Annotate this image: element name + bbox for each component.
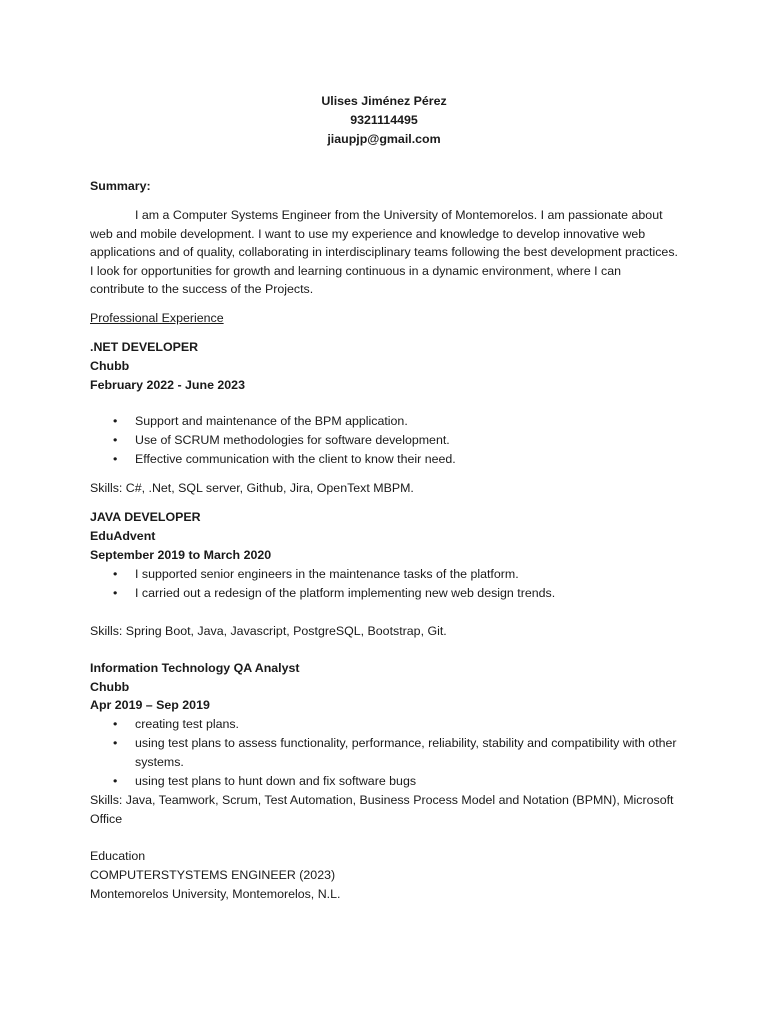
- job-entry-net-developer: [90, 338, 678, 498]
- professional-experience-title: Professional Experience: [90, 310, 224, 325]
- job-bullet: • I carried out a redesign of the platform implementing new web design trends.: [90, 584, 678, 603]
- job-bullet-list: [90, 412, 678, 469]
- candidate-name: Ulises Jiménez Pérez: [321, 94, 447, 108]
- education-label: Education: [90, 849, 146, 864]
- job-bullet: • using test plans to hunt down and fix software bugs: [90, 772, 678, 791]
- job-bullet: • Effective communication with the client to know their need.: [90, 450, 678, 469]
- education-school: Montemorelos University, Montemorelos, N.L.: [90, 887, 341, 902]
- job-dates: September 2019 to March 2020: [90, 547, 272, 562]
- summary-text: I am a Computer Systems Engineer from the University of Montemorelos. I am passionate about web and mobile development. I want to use my experience and knowledge to develop innovative web applications and of quality, collaborating in interdisciplinary teams following the best development practices. I look for opportunities for growth and learning continuous in a dynamic environment, where I can contribute to the success of the Projects.: [90, 208, 678, 297]
- job-company: Chubb: [90, 358, 130, 373]
- job-bullet: • Use of SCRUM methodologies for software development.: [90, 431, 678, 450]
- summary-label: Summary:: [90, 179, 151, 193]
- candidate-phone: 9321114495: [350, 113, 418, 127]
- job-dates: Apr 2019 – Sep 2019: [90, 698, 210, 713]
- job-company: EduAdvent: [90, 529, 156, 544]
- job-company: Chubb: [90, 679, 130, 694]
- education-degree: COMPUTERSTYSTEMS ENGINEER (2023): [90, 868, 336, 883]
- job-entry-qa-analyst: [90, 659, 678, 829]
- job-bullet: • using test plans to assess functionality, performance, reliability, stability and compatibility with other systems.: [90, 734, 678, 772]
- resume-header: [90, 92, 678, 149]
- job-bullet-list: [90, 565, 678, 603]
- candidate-email: jiaupjp@gmail.com: [327, 132, 441, 146]
- job-skills: Skills: Spring Boot, Java, Javascript, PostgreSQL, Bootstrap, Git.: [90, 623, 447, 638]
- job-bullet: • Support and maintenance of the BPM application.: [90, 412, 678, 431]
- job-bullet: • creating test plans.: [90, 715, 678, 734]
- job-skills: Skills: Java, Teamwork, Scrum, Test Automation, Business Process Model and Notation (BPMN), Microsoft Office: [90, 793, 674, 827]
- job-dates: February 2022 - June 2023: [90, 377, 245, 392]
- job-title: Information Technology QA Analyst: [90, 660, 300, 675]
- job-entry-java-developer: [90, 508, 678, 640]
- job-title: .NET DEVELOPER: [90, 339, 199, 354]
- job-skills: Skills: C#, .Net, SQL server, Github, Jira, OpenText MBPM.: [90, 481, 414, 496]
- education-section: [90, 847, 678, 904]
- job-title: JAVA DEVELOPER: [90, 510, 201, 525]
- job-bullet-list: [90, 715, 678, 791]
- job-bullet: • I supported senior engineers in the maintenance tasks of the platform.: [90, 565, 678, 584]
